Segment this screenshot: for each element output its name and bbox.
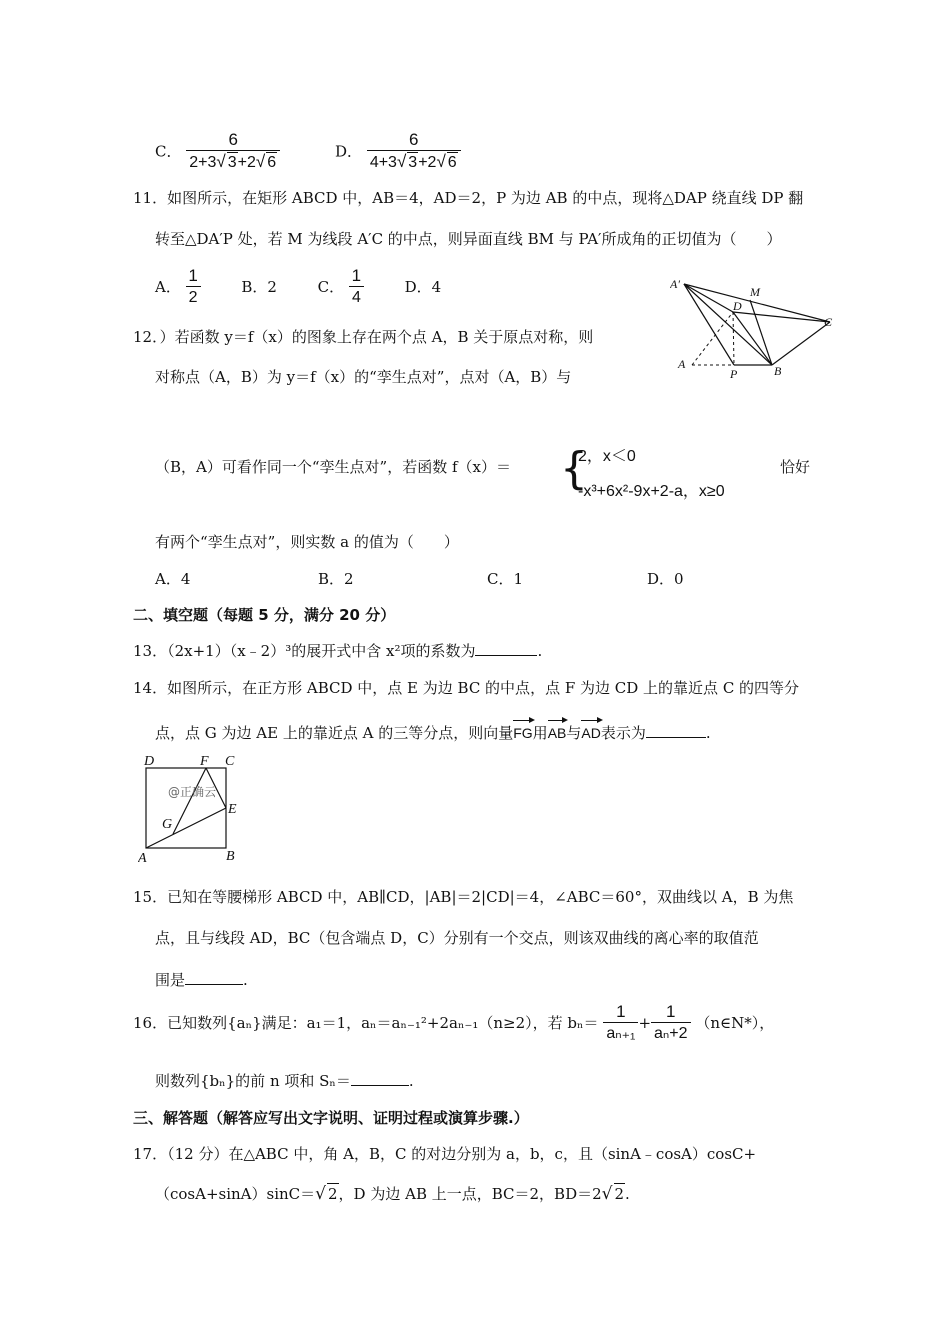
radicand: 6 bbox=[447, 154, 457, 171]
denominator bbox=[186, 150, 280, 173]
q10-option-d bbox=[335, 130, 461, 173]
option-b: B．2 bbox=[241, 278, 277, 296]
answer-blank bbox=[475, 641, 537, 656]
option-label: C． bbox=[155, 142, 182, 161]
edge-line bbox=[733, 312, 772, 365]
q13-end: . bbox=[537, 642, 543, 660]
label-a: A bbox=[138, 851, 147, 864]
q12-line2: 对称点（A，B）为 y＝f（x）的“孪生点对”，点对（A，B）与 bbox=[155, 368, 572, 386]
radical-icon: √ bbox=[255, 152, 266, 171]
q16-line1 bbox=[133, 1002, 774, 1044]
radical-icon: √ bbox=[216, 152, 226, 171]
den-part: 4+3 bbox=[369, 154, 397, 171]
q13-text: 13．（2x+1）（x﹣2）³的展开式中含 x²项的系数为 bbox=[133, 642, 476, 660]
label-d: D bbox=[733, 299, 742, 313]
segment-fg bbox=[173, 768, 206, 834]
answer-blank bbox=[185, 970, 243, 985]
q14-end: . bbox=[705, 724, 711, 742]
q12-line3-end: 恰好 bbox=[780, 458, 811, 476]
q14-figure bbox=[138, 752, 248, 864]
fraction-c bbox=[349, 266, 364, 308]
dashed-line bbox=[733, 312, 734, 365]
fraction bbox=[186, 130, 280, 173]
numerator: 1 bbox=[616, 1002, 626, 1021]
radicand: 2 bbox=[614, 1185, 625, 1203]
denominator: 2 bbox=[186, 286, 201, 308]
dashed-line bbox=[692, 312, 733, 365]
q12-option-d: D．0 bbox=[647, 570, 684, 588]
piecewise-case-2: -x³+6x²-9x+2-a，x≥0 bbox=[578, 483, 725, 500]
label-m: M bbox=[750, 285, 760, 299]
q11-line2: 转至△DA′P 处，若 M 为线段 A′C 的中点，则异面直线 BM 与 PA′所成角的正切值为（ ） bbox=[155, 230, 782, 248]
label-g: G bbox=[162, 817, 173, 832]
fraction-a bbox=[186, 266, 201, 308]
q12-line1: 12．）若函数 y＝f（x）的图象上存在两个点 A，B 关于原点对称，则 bbox=[133, 328, 594, 346]
watermark: @正确云 bbox=[168, 785, 217, 799]
radical-icon: √ bbox=[601, 1184, 613, 1204]
numerator: 6 bbox=[409, 130, 419, 149]
vector-ad: AD bbox=[581, 717, 600, 743]
q11-figure bbox=[670, 278, 850, 388]
q11-options bbox=[155, 266, 441, 308]
q10-option-c bbox=[155, 130, 280, 173]
q12-option-b: B．2 bbox=[318, 570, 354, 588]
fraction-2 bbox=[651, 1002, 691, 1044]
piecewise-brace: { bbox=[560, 443, 588, 494]
den-part: +2 bbox=[237, 154, 256, 171]
q17-text: ，D 为边 AB 上一点，BC＝2，BD＝2 bbox=[338, 1185, 602, 1203]
radicand: 3 bbox=[408, 154, 418, 171]
plus-sign: + bbox=[638, 1014, 652, 1032]
edge-line bbox=[684, 284, 734, 365]
label-b: B bbox=[774, 364, 782, 378]
option-label: D． bbox=[335, 142, 363, 161]
label-p: P bbox=[730, 367, 738, 381]
fraction-1 bbox=[603, 1002, 638, 1044]
q14-line2-text: 点，点 G 为边 AE 上的靠近点 A 的三等分点，则向量 bbox=[155, 724, 514, 742]
numerator: 6 bbox=[228, 130, 238, 149]
numerator: 1 bbox=[188, 266, 198, 285]
q17-line1: 17．（12 分）在△ABC 中，角 A，B，C 的对边分别为 a，b，c，且（sinA﹣cosA）cosC+ bbox=[133, 1145, 757, 1163]
q17-line2 bbox=[155, 1183, 630, 1204]
q15-line3-text: 围是 bbox=[155, 971, 186, 989]
q16-tail: （n∈N*）， bbox=[695, 1014, 775, 1032]
option-c-label: C． bbox=[317, 278, 345, 296]
section-3-heading: 三、解答题（解答应写出文字说明、证明过程或演算步骤.） bbox=[133, 1109, 529, 1127]
q15-line2: 点，且与线段 AD，BC（包含端点 D，C）分别有一个交点，则该双曲线的离心率的取值范 bbox=[155, 929, 759, 947]
q12-line4: 有两个“孪生点对”，则实数 a 的值为（ ） bbox=[155, 533, 459, 551]
q12-option-a: A．4 bbox=[155, 570, 191, 588]
answer-blank bbox=[351, 1071, 409, 1086]
q16-line2-text: 则数列{bₙ}的前 n 项和 Sₙ＝ bbox=[155, 1072, 351, 1090]
edge-line bbox=[684, 284, 733, 312]
label-f: F bbox=[200, 754, 209, 769]
q17-end: . bbox=[625, 1185, 630, 1203]
q14-mid: 用 bbox=[532, 724, 548, 742]
radical-icon: √ bbox=[315, 1184, 326, 1204]
radical-icon: √ bbox=[436, 152, 446, 171]
radical-icon: √ bbox=[396, 152, 407, 171]
label-a-prime: A′ bbox=[670, 278, 680, 291]
label-a: A bbox=[678, 357, 686, 371]
radicand: 2 bbox=[328, 1185, 338, 1203]
q12-line3: （B，A）可看作同一个“孪生点对”，若函数 f（x）＝ bbox=[155, 458, 511, 476]
q16-end: . bbox=[408, 1072, 414, 1090]
den-part: +2 bbox=[418, 154, 437, 171]
numerator: 1 bbox=[666, 1002, 676, 1021]
edge-line bbox=[772, 322, 830, 365]
radicand: 6 bbox=[267, 154, 277, 171]
q15-line1: 15．已知在等腰梯形 ABCD 中，AB∥CD，|AB|＝2|CD|＝4，∠ABC＝60°，双曲线以 A，B 为焦 bbox=[133, 888, 794, 906]
vector-fg: FG bbox=[513, 717, 532, 743]
answer-blank bbox=[646, 723, 706, 738]
q14-mid: 与 bbox=[566, 724, 582, 742]
vector-ab: AB bbox=[548, 717, 567, 743]
radicand: 3 bbox=[227, 154, 237, 171]
denominator: aₙ+2 bbox=[651, 1022, 691, 1044]
section-2-heading: 二、填空题（每题 5 分，满分 20 分） bbox=[133, 606, 396, 624]
segment-ae bbox=[146, 808, 226, 848]
denominator: 4 bbox=[349, 286, 364, 308]
q14-tail: 表示为 bbox=[600, 724, 646, 742]
option-d: D．4 bbox=[404, 278, 442, 296]
q11-line1: 11．如图所示，在矩形 ABCD 中，AB＝4，AD＝2，P 为边 AB 的中点，现将△DAP 绕直线 DP 翻 bbox=[133, 189, 804, 207]
denominator: aₙ₊₁ bbox=[603, 1022, 638, 1044]
label-c: C bbox=[225, 754, 235, 769]
q13 bbox=[133, 641, 542, 661]
q15-line3 bbox=[155, 970, 248, 990]
label-d: D bbox=[144, 754, 155, 769]
edge-line bbox=[733, 312, 830, 322]
q16-line2 bbox=[155, 1071, 414, 1091]
label-c: C bbox=[824, 315, 833, 329]
q17-text: （cosA+sinA）sinC＝ bbox=[155, 1185, 316, 1203]
label-e: E bbox=[228, 802, 237, 817]
q14-line2 bbox=[155, 717, 711, 743]
q15-end: . bbox=[243, 971, 248, 989]
q14-line1: 14．如图所示，在正方形 ABCD 中，点 E 为边 BC 的中点，点 F 为边 CD 上的靠近点 C 的四等分 bbox=[133, 679, 800, 697]
piecewise-case-1: 2，x＜0 bbox=[578, 448, 636, 465]
option-a-label: A． bbox=[155, 278, 181, 296]
numerator: 1 bbox=[351, 266, 362, 285]
den-part: 2+3 bbox=[189, 154, 217, 171]
fraction bbox=[367, 130, 461, 173]
label-b: B bbox=[226, 849, 235, 864]
q12-option-c: C．1 bbox=[487, 570, 524, 588]
denominator bbox=[367, 150, 461, 173]
q16-text: 16．已知数列{aₙ}满足：a₁＝1，aₙ＝aₙ₋₁²+2aₙ₋₁（n≥2），若 bₙ＝ bbox=[133, 1014, 599, 1032]
